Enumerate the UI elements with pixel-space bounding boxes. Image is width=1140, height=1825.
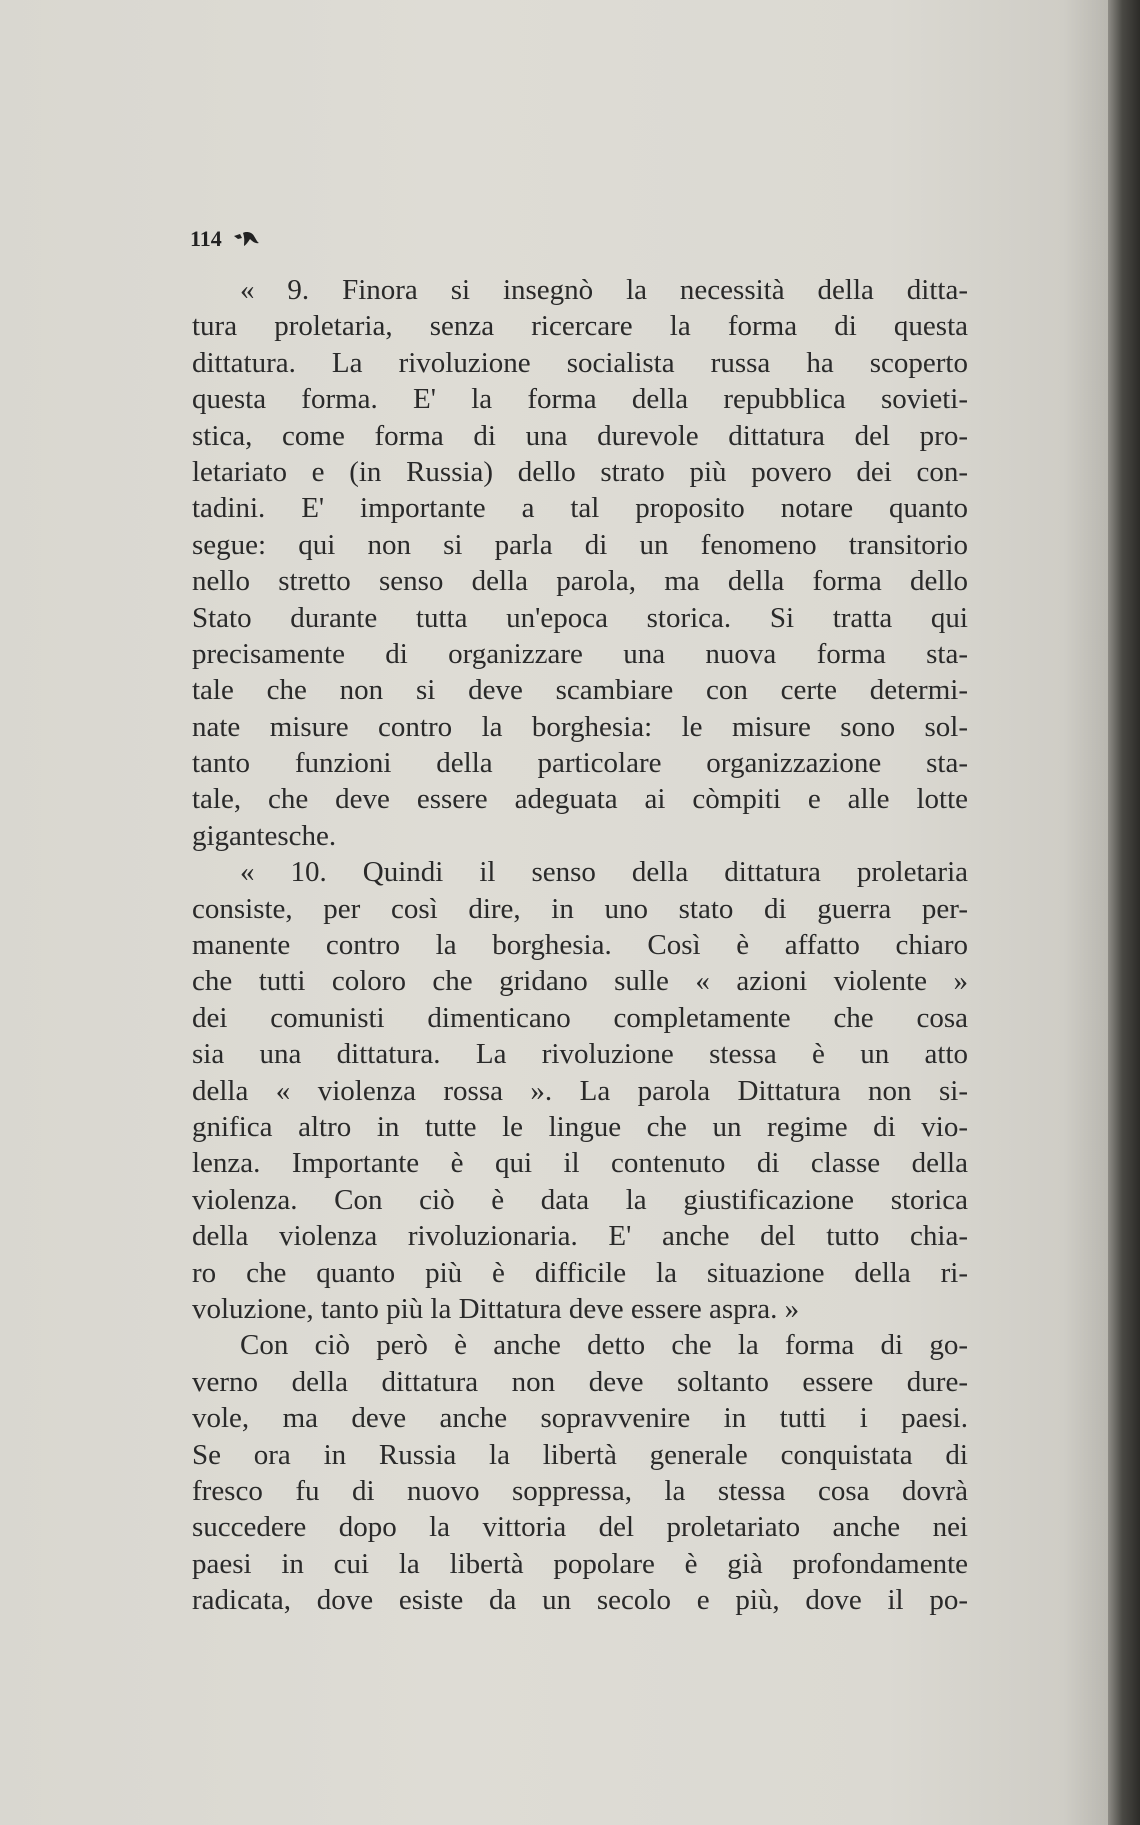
text-line: dittatura. La rivoluzione socialista russa ha scoperto bbox=[192, 346, 968, 379]
text-line: succedere dopo la vittoria del proletariato anche nei bbox=[192, 1511, 968, 1544]
text-line: segue: qui non si parla di un fenomeno transitorio bbox=[192, 528, 968, 561]
text-line: della « violenza rossa ». La parola Dittatura non si- bbox=[192, 1074, 968, 1107]
text-line: tale, che deve essere adeguata ai còmpiti e alle lotte bbox=[192, 783, 968, 816]
page-gutter-shadow bbox=[1108, 0, 1140, 1825]
text-line: stica, come forma di una durevole dittatura del pro- bbox=[192, 419, 968, 452]
text-line: lenza. Importante è qui il contenuto di classe della bbox=[192, 1147, 968, 1180]
text-line: voluzione, tanto più la Dittatura deve essere aspra. » bbox=[192, 1292, 800, 1325]
text-line: della violenza rivoluzionaria. E' anche del tutto chia- bbox=[192, 1220, 968, 1253]
text-line: gigantesche. bbox=[192, 819, 337, 852]
text-line: nello stretto senso della parola, ma della forma dello bbox=[192, 565, 968, 598]
text-line: gnifica altro in tutte le lingue che un regime di vio- bbox=[192, 1110, 968, 1143]
text-line: « 9. Finora si insegnò la necessità della ditta- bbox=[240, 274, 968, 306]
text-line: verno della dittatura non deve soltanto essere dure- bbox=[192, 1365, 968, 1398]
page-header bbox=[190, 226, 260, 252]
text-line: manente contro la borghesia. Così è affatto chiaro bbox=[192, 929, 968, 962]
text-line: tanto funzioni della particolare organizzazione sta- bbox=[192, 747, 968, 780]
text-line: precisamente di organizzare una nuova forma sta- bbox=[192, 637, 968, 670]
text-line: Con ciò però è anche detto che la forma di go- bbox=[240, 1329, 968, 1362]
text-line: consiste, per così dire, in uno stato di guerra per- bbox=[192, 892, 968, 925]
text-line: tura proletaria, senza ricercare la forma di questa bbox=[192, 310, 968, 343]
text-line: sia una dittatura. La rivoluzione stessa è un atto bbox=[192, 1038, 968, 1071]
text-line: fresco fu di nuovo soppressa, la stessa cosa dovrà bbox=[192, 1474, 968, 1507]
fleuron-ornament-icon bbox=[232, 230, 260, 248]
text-line: nate misure contro la borghesia: le misure sono sol- bbox=[192, 710, 968, 743]
text-line: « 10. Quindi il senso della dittatura proletaria bbox=[240, 856, 968, 889]
text-line: vole, ma deve anche sopravvenire in tutti i paesi. bbox=[192, 1402, 968, 1435]
text-line: Stato durante tutta un'epoca storica. Si tratta qui bbox=[192, 601, 968, 634]
text-line: che tutti coloro che gridano sulle « azioni violente » bbox=[192, 965, 968, 998]
text-line: letariato e (in Russia) dello strato più povero dei con- bbox=[192, 455, 968, 488]
text-line: tadini. E' importante a tal proposito notare quanto bbox=[192, 492, 968, 525]
text-line: ro che quanto più è difficile la situazione della ri- bbox=[192, 1256, 968, 1289]
text-line: radicata, dove esiste da un secolo e più, dove il po- bbox=[192, 1584, 968, 1617]
text-line: questa forma. E' la forma della repubblica sovieti- bbox=[192, 383, 968, 416]
text-line: violenza. Con ciò è data la giustificazione storica bbox=[192, 1183, 968, 1216]
body-text bbox=[192, 272, 968, 1618]
text-line: dei comunisti dimenticano completamente che cosa bbox=[192, 1001, 968, 1034]
text-line: tale che non si deve scambiare con certe determi- bbox=[192, 674, 968, 707]
text-line: Se ora in Russia la libertà generale conquistata di bbox=[192, 1438, 968, 1471]
text-line: paesi in cui la libertà popolare è già profondamente bbox=[192, 1547, 968, 1580]
page-number: 114 bbox=[190, 226, 222, 251]
